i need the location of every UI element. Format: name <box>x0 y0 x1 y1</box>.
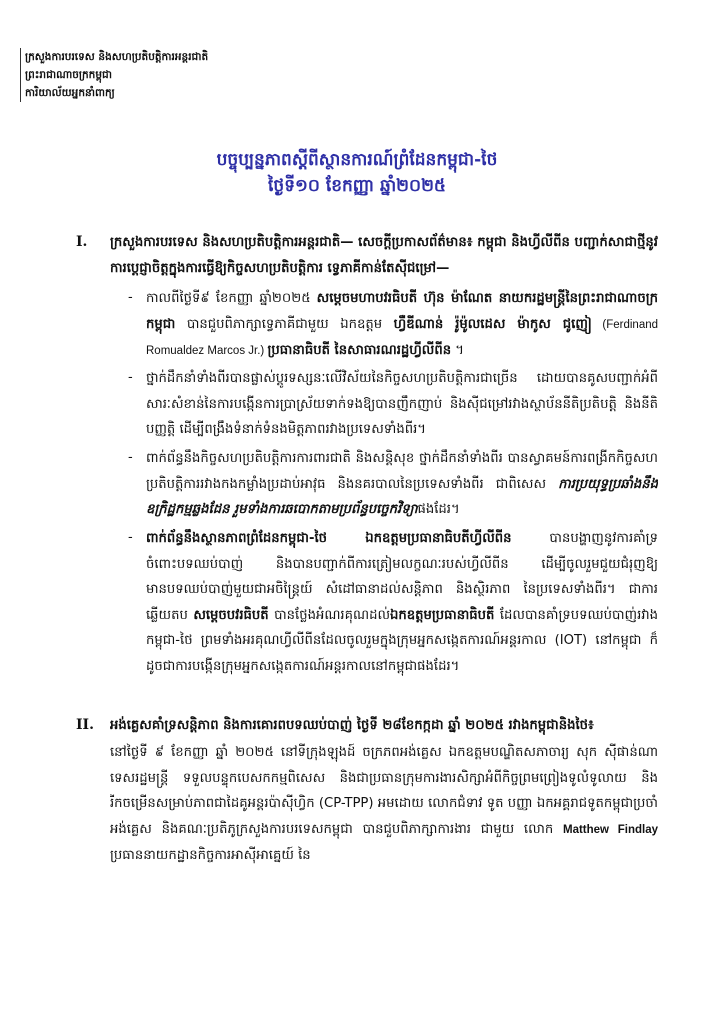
document-title: បច្ចុប្បន្នភាពស្តីពីស្ថានការណ៍ព្រំដែនកម្ពុជា-ថៃ <box>216 150 498 170</box>
section-1-bullet-4: ពាក់ព័ន្ធនឹងស្ថានភាពព្រំដែនកម្ពុជា-ថៃ ឯកឧត្តមប្រធានាធិបតីហ្វីលីពីន បានបង្ហាញនូវការគាំទ្រចំពោះបទឈប់បាញ់ និងបានបញ្ជាក់ពីការត្រៀមលក្ខណៈរបស់ហ្វីលីពីន ដើម្បីចូលរួមជួយជំរុញឱ្យមានបទឈប់បាញ់មួយជាអចិន្ត្រៃយ៍ សំដៅធានាដល់សន្តិភាព និងស្ថិរភាព នៃប្រទេសទាំងពីរ។ ជាការឆ្លើយតប សម្តេចបវរធិបតី បានថ្លែងអំណរគុណដល់ឯកឧត្តមប្រធានាធិបតី ដែលបានគាំទ្របទឈប់បាញ់រវាងកម្ពុជា-ថៃ ព្រមទាំងអរគុណហ្វីលីពីនដែលចូលរួមក្នុងក្រុមអ្នកសង្កេតការណ៍អន្តរកាល (IOT) នៅកម្ពុជា ក៏ដូចជាការបង្កើនក្រុមអ្នកសង្កេតការណ៍អន្តរកាលនៅកម្ពុជាផងដែរ។ <box>146 531 658 674</box>
section-2-numeral: II. <box>76 717 94 733</box>
bullet-dash: - <box>128 370 133 385</box>
section-1-bullet-3: ពាក់ព័ន្ធនឹងកិច្ចសហប្រតិបត្តិការការពារជាតិ និងសន្តិសុខ ថ្នាក់ដឹកនាំទាំងពីរ បានស្វាគមន៍ការពង្រីកកិច្ចសហប្រតិបត្តិការរវាងកងកម្លាំងប្រដាប់អាវុធ និងនគរបាលនៃប្រទេសទាំងពីរ ជាពិសេស ការប្រយុទ្ធប្រឆាំងនឹងឧក្រិដ្ឋកម្មឆ្លងដែន រួមទាំងការឆបោកតាមប្រព័ន្ធបច្ចេកវិទ្យាផងដែរ។ <box>146 451 658 517</box>
ministry-name: ក្រសួងការបរទេស និងសហប្រតិបត្តិការអន្តរជាតិ <box>25 51 209 63</box>
kingdom-name: ព្រះរាជាណាចក្រកម្ពុជា <box>25 69 113 81</box>
bullet-dash: - <box>128 530 133 545</box>
section-1-bullet-2: ថ្នាក់ដឹកនាំទាំងពីរបានផ្លាស់ប្តូរទស្សនៈលើវិស័យនៃកិច្ចសហប្រតិបត្តិការជាច្រើន ដោយបានគូសបញ្ជាក់អំពីសារៈសំខាន់នៃការបង្កើនការប្រាស្រ័យទាក់ទងឱ្យបានញឹកញាប់ និងស៊ីជម្រៅរវាងស្ថាប័ននីតិប្រតិបត្តិ និងនីតិបញ្ញត្តិ ដើម្បីពង្រឹងទំនាក់ទំនងមិត្តភាពរវាងប្រទេសទាំងពីរ។ <box>146 371 658 437</box>
bullet-dash: - <box>128 290 133 305</box>
section-1-heading: ក្រសួងការបរទេស និងសហប្រតិបត្តិការអន្តរជាតិ— សេចក្តីប្រកាសព័ត៌មាន៖ កម្ពុជា និងហ្វីលីពីន បញ្ជាក់សាជាថ្មីនូវការប្តេជ្ញាចិត្តក្នុងការធ្វើឱ្យកិច្ចសហប្រតិបត្តិការ ទ្វេភាគីកាន់តែស៊ីជម្រៅ— <box>110 235 658 276</box>
document-date: ថ្ងៃទី១០ ខែកញ្ញា ឆ្នាំ២០២៥ <box>268 176 446 196</box>
section-2-body: នៅថ្ងៃទី ៩ ខែកញ្ញា ឆ្នាំ ២០២៥ នៅទីក្រុងឡុងដ៍ ចក្រភពអង់គ្លេស ឯកឧត្តមបណ្ឌិតសភាចារ្យ សុក ស៊ីផាន់ណា ទេសរដ្ឋមន្ត្រី ទទួលបន្ទុកបេសកកម្មពិសេស និងជាប្រធានក្រុមការងារសិក្សាអំពីកិច្ចព្រមព្រៀងទូលំទូលាយ និងរីកចម្រើនសម្រាប់ភាពជាដៃគូអន្តរប៉ាស៊ីហ្វិក (CP-TPP) អមដោយ លោកជំទាវ ទូត បញ្ញា ឯកអគ្គរាជទូតកម្ពុជាប្រចាំអង់គ្លេស និងគណៈប្រតិភូក្រសួងការបរទេសកម្ពុជា បានជួបពិភាក្សាការងារ ជាមួយ លោក Matthew Findlay ប្រធាននាយកដ្ឋានកិច្ចការអាស៊ីអាគ្នេយ៍ នៃ <box>110 745 658 863</box>
spokesperson-office: ការិយាល័យអ្នកនាំពាក្យ <box>25 87 115 99</box>
bullet-dash: - <box>128 450 133 465</box>
ministry-header <box>20 48 325 102</box>
section-2-heading: អង់គ្លេសគាំទ្រសន្តិភាព និងការគោរពបទឈប់បាញ់ ថ្ងៃទី ២៨ខែកក្កដា ឆ្នាំ ២០២៥ រវាងកម្ពុជានិងថៃ៖ <box>110 718 594 733</box>
section-1-bullet-1: កាលពីថ្ងៃទី៩ ខែកញ្ញា ឆ្នាំ២០២៥ សម្តេចមហាបវរធិបតី ហ៊ុន ម៉ាណែត នាយករដ្ឋមន្ត្រីនៃព្រះរាជាណាចក្រកម្ពុជា បានជួបពិភាក្សាទ្វេភាគីជាមួយ ឯកឧត្តម ហ្វឺឌីណាន់ រ៉ូម៉ូលដេស ម៉ាកូស ជូញៀ (Ferdinand Romualdez Marcos Jr.) ប្រធានាធិបតី នៃសាធារណរដ្ឋហ្វីលីពីន ។ <box>146 291 658 358</box>
section-1-numeral: I. <box>76 234 88 250</box>
